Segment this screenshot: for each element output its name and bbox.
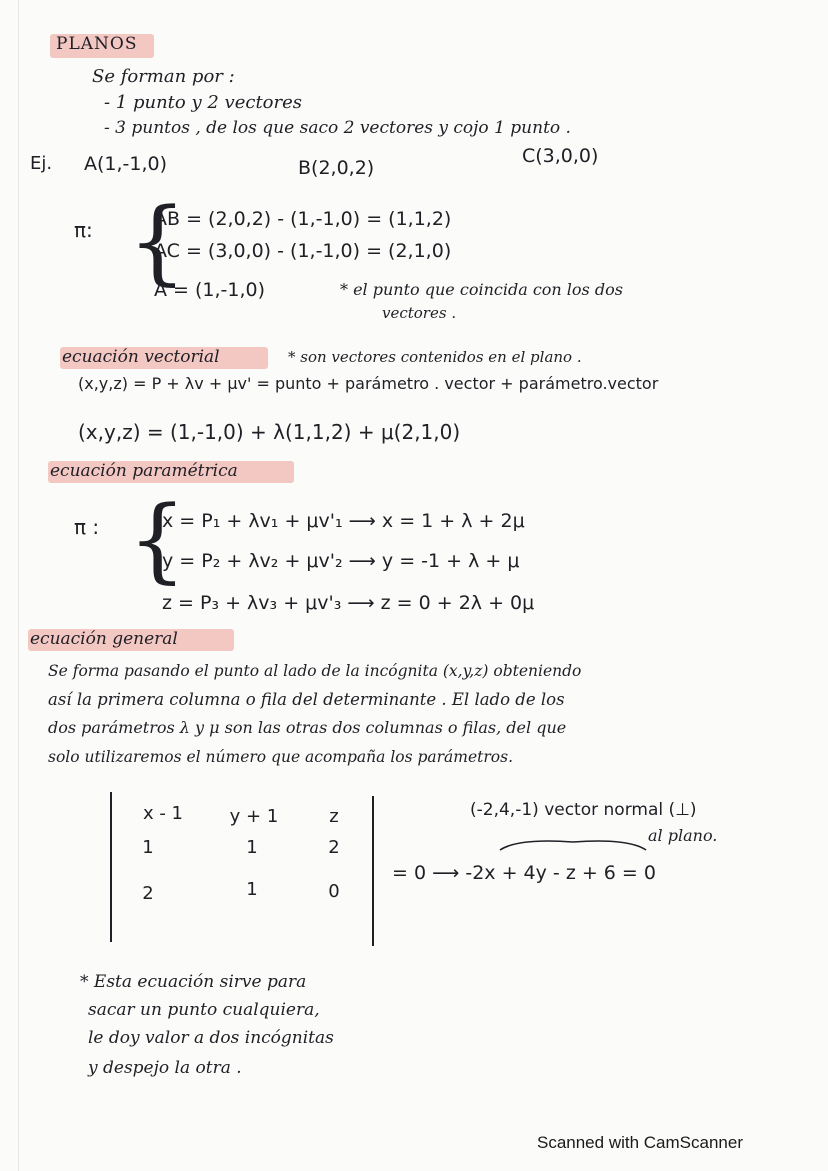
footnote-line-3: le doy valor a dos incógnitas: [88, 1028, 334, 1048]
pi-system-brace: {: [128, 188, 187, 295]
general-result: = 0 ⟶ -2x + 4y - z + 6 = 0: [392, 862, 656, 884]
general-text-3: dos parámetros λ y μ son las otras dos columnas o filas, del que: [48, 718, 567, 737]
point-c: C(3,0,0): [522, 145, 599, 167]
normal-note: al plano.: [648, 826, 718, 845]
det-cell-r2c1: 1: [142, 837, 154, 858]
vector-ac: AC = (3,0,0) - (1,-1,0) = (2,1,0): [154, 240, 452, 262]
scanner-watermark: Scanned with CamScanner: [536, 1133, 743, 1152]
intro-item-2: - 3 puntos , de los que saco 2 vectores y cojo 1 punto .: [104, 118, 571, 138]
det-cell-r2c2: 1: [246, 837, 258, 858]
parametrica-eq-3: z = P₃ + λv₃ + μv'₃ ⟶ z = 0 + 2λ + 0μ: [162, 592, 535, 614]
vectorial-heading: ecuación vectorial: [62, 347, 220, 367]
parametrica-eq-1: x = P₁ + λv₁ + μv'₁ ⟶ x = 1 + λ + 2μ: [162, 510, 525, 532]
det-cell-r3c1: 2: [142, 883, 154, 904]
footnote-line-1: * Esta ecuación sirve para: [80, 972, 307, 992]
determinant-right-bar: [372, 796, 374, 946]
det-cell-r1c2: y + 1: [229, 806, 279, 827]
normal-vector: (-2,4,-1) vector normal (⊥): [470, 800, 697, 820]
point-b: B(2,0,2): [298, 157, 375, 179]
point-a-note: * el punto que coincida con los dos: [340, 280, 623, 299]
general-text-2: así la primera columna o fila del determinante . El lado de los: [48, 690, 565, 709]
vector-ab: AB = (2,0,2) - (1,-1,0) = (1,1,2): [154, 208, 452, 230]
general-heading: ecuación general: [30, 629, 178, 649]
det-cell-r1c3: z: [329, 806, 339, 827]
determinant-left-bar: [110, 792, 112, 942]
intro-item-1: - 1 punto y 2 vectores: [104, 92, 303, 113]
parametrica-brace: {: [128, 486, 187, 593]
det-cell-r3c2: 1: [246, 879, 258, 900]
det-cell-r3c3: 0: [328, 881, 340, 902]
underbrace: [498, 836, 648, 854]
intro-heading: Se forman por :: [92, 66, 235, 87]
parametrica-heading: ecuación paramétrica: [50, 461, 238, 481]
point-a-note-2: vectores .: [382, 304, 457, 322]
det-cell-r1c1: x - 1: [142, 803, 184, 824]
parametrica-eq-2: y = P₂ + λv₂ + μv'₂ ⟶ y = -1 + λ + μ: [162, 550, 520, 572]
det-cell-r2c3: 2: [328, 837, 340, 858]
general-text-4: solo utilizaremos el número que acompaña los parámetros.: [48, 748, 514, 766]
vectorial-note: * son vectores contenidos en el plano .: [288, 348, 582, 366]
footnote-line-4: y despejo la otra .: [88, 1058, 242, 1078]
general-text-1: Se forma pasando el punto al lado de la incógnita (x,y,z) obteniendo: [48, 662, 582, 680]
example-label: Ej.: [30, 153, 53, 174]
footnote-line-2: sacar un punto cualquiera,: [88, 1000, 320, 1020]
pi-label: π:: [74, 218, 93, 242]
page-title: PLANOS: [56, 34, 138, 54]
parametrica-label: π :: [74, 515, 100, 539]
vectorial-example: (x,y,z) = (1,-1,0) + λ(1,1,2) + μ(2,1,0): [78, 420, 461, 444]
point-a-repeat: A = (1,-1,0): [154, 279, 266, 301]
vectorial-formula: (x,y,z) = P + λv + μv' = punto + parámetro . vector + parámetro.vector: [78, 374, 659, 393]
margin-line: [18, 0, 19, 1171]
point-a: A(1,-1,0): [84, 153, 168, 175]
